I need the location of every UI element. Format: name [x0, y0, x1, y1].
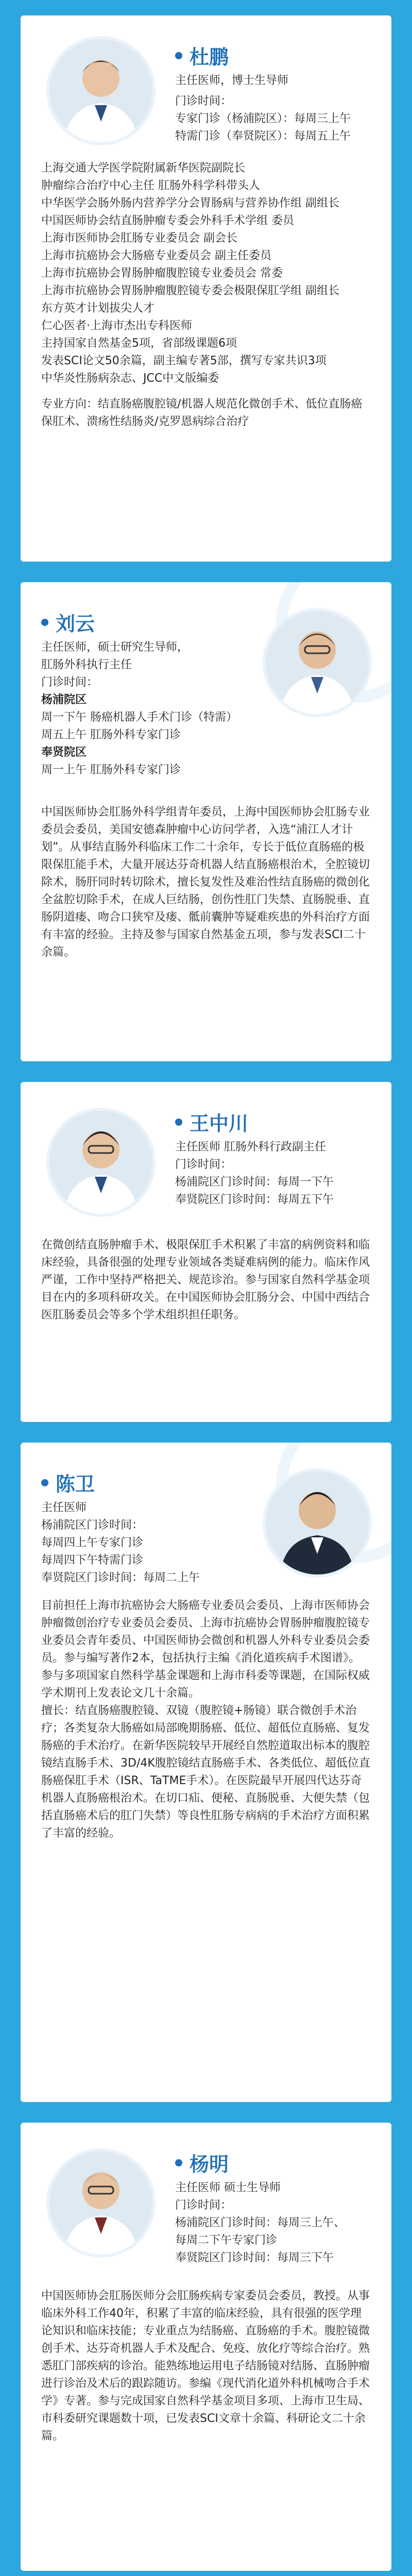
clinic-hours-line: 每周四下午特需门诊	[41, 1554, 144, 1567]
clinic-hours-line: 特需门诊（奉贤院区）：每周五上午	[175, 130, 351, 143]
doctor-title: 主任医师，硕士研究生导师，	[41, 641, 189, 654]
doctor-name: 陈卫	[41, 1468, 95, 1497]
clinic-hours-line: 奉贤院区门诊时间：每周三下午	[175, 2251, 334, 2264]
clinic-hours-label: 门诊时间：	[175, 1158, 232, 1171]
clinic-hours-line: 周五上午 肛肠外科专家门诊	[41, 728, 181, 741]
specialty-line: 专业方向：结直肠癌腹腔镜/机器人规范化微创手术、低位直肠癌保肛术、溃疡性结肠炎/克罗恩病综合治疗	[41, 398, 363, 428]
doctor-info	[41, 639, 258, 779]
bio-line: 上海市抗癌协会胃肠肿瘤腹腔镜专委会极限保肛学组 副组长	[41, 284, 339, 297]
doctor-card	[21, 1082, 391, 1422]
doctor-card	[21, 2123, 391, 2571]
bio-paragraph: 擅长：结直肠癌腹腔镜、双镜（腹腔镜+肠镜）联合微创手术治疗；各类复杂大肠癌如局部晚期肠癌、低位、超低位直肠癌、复发肠癌的手术治疗。在新华医院较早开展经自然腔道取出标本的腹腔镜结直肠手术、3D/4K腹腔镜结直肠癌手术、各类低位、超低位直肠癌保肛手术（ISR、TaTME手术）。在医院最早开展四代达芬奇机器人直肠癌根治术。在切口疝、便秘、直肠脱垂、大便失禁（包括直肠癌术后的肛门失禁）等良性肛肠专病病的手术治疗方面积累了丰富的经验。	[41, 1704, 370, 1840]
doctor-info	[175, 2179, 376, 2267]
bullet-dot-icon	[175, 1118, 182, 1126]
bio-line: 上海市抗癌协会胃肠肿瘤腹腔镜专业委员会 常委	[41, 267, 283, 280]
bio-line: 上海市抗癌协会大肠癌专业委员会 副主任委员	[41, 249, 271, 262]
bio-line: 中国医师协会结直肠肿瘤专委会外科手术学组 委员	[41, 214, 294, 227]
doctor-card	[21, 1443, 391, 2102]
doctor-portrait-icon	[263, 1468, 372, 1578]
clinic-hours-line: 专家门诊（杨浦院区）：每周三上午	[175, 112, 351, 125]
doctor-title: 主任医师 肛肠外科行政副主任	[175, 1141, 326, 1154]
doctor-bio: 中国医师协会肛肠外科学组青年委员，上海中国医师协会肛肠专业委员会委员，美国安德森肿瘤中心访问学者，入选“浦江人才计划”。从事结直肠外科临床工作二十余年，专长于低位直肠癌的极限保肛能手术，大量开展达芬奇机器人结直肠癌根治术，全腔镜切除术，肠肝同时转切除术，擅长复发性及难治性结直肠癌的微创化全盆腔切除手术，在成人巨结肠，创伤性肛门失禁、直肠脱垂、直肠阴道瘘、吻合口狭窄及瘘、骶前囊肿等疑难疾患的外科治疗方面有丰富的经验。主持及参与国家自然基金五项，参与发表SCI二十余篇。	[41, 806, 370, 959]
doctor-portrait-icon	[46, 2148, 156, 2258]
doctor-title: 肛肠外科执行主任	[41, 658, 132, 671]
campus-label: 杨浦院区	[41, 693, 87, 706]
clinic-hours-line: 奉贤院区门诊时间：每周二上午	[41, 1571, 200, 1584]
doctor-info	[41, 1499, 258, 1587]
bio-line: 发表SCI论文50余篇，副主编专著5部，撰写专家共识3项	[41, 354, 327, 367]
clinic-hours-line: 周一上午 肛肠外科专家门诊	[41, 764, 181, 776]
doctor-portrait-icon	[263, 608, 372, 717]
doctor-info	[175, 1139, 376, 1209]
bio-line: 中华医学会肠外肠内营养学分会胃肠病与营养协作组 副组长	[41, 197, 339, 210]
bio-line: 上海交通大学医学院附属新华医院副院长	[41, 162, 246, 175]
doctor-bio	[41, 160, 371, 431]
clinic-hours-label: 门诊时间：	[175, 95, 232, 108]
campus-label: 奉贤院区	[41, 746, 87, 759]
clinic-hours-line: 奉贤院区门诊时间：每周五下午	[175, 1193, 334, 1206]
doctor-name: 王中川	[175, 1108, 248, 1136]
bio-line: 中华炎性肠病杂志、JCC中文版编委	[41, 372, 219, 385]
clinic-hours-label: 门诊时间：	[175, 2199, 232, 2212]
doctor-name: 杨明	[175, 2148, 229, 2177]
doctor-portrait-icon	[46, 1108, 156, 1217]
bullet-dot-icon	[41, 619, 48, 626]
doctor-title: 主任医师，博士生导师	[175, 74, 289, 87]
bullet-dot-icon	[175, 52, 182, 59]
doctor-title: 主任医师 硕士生导师	[175, 2181, 281, 2194]
clinic-hours-line: 杨浦院区门诊时间：每周一下午	[175, 1176, 334, 1189]
doctor-card	[21, 582, 391, 1061]
clinic-hours-line: 每周四上午专家门诊	[41, 1536, 144, 1549]
clinic-hours-line: 杨浦院区门诊时间：每周三上午、	[175, 2216, 346, 2229]
doctor-portrait-icon	[46, 36, 156, 145]
clinic-hours-line: 周一下午 肠癌机器人手术门诊（特需）	[41, 711, 237, 724]
clinic-hours-line: 每周二下午专家门诊	[175, 2234, 278, 2247]
doctor-bio: 在微创结直肠肿瘤手术、极限保肛手术积累了丰富的病例资料和临床经验，具备很强的处理专业领域各类疑难病例的能力。临床作风严谨，工作中坚持严格把关、规范诊治。参与国家自然科学基金项目在内的多项科研攻关。在中国医师协会肛肠分会、中国中西结合医肛肠委员会等多个学术组织担任职务。	[41, 1239, 370, 1321]
clinic-hours-label: 门诊时间：	[41, 676, 98, 689]
bullet-dot-icon	[175, 2159, 182, 2166]
bio-line: 东方英才计划拔尖人才	[41, 302, 155, 315]
bullet-dot-icon	[41, 1479, 48, 1486]
doctor-name: 刘云	[41, 608, 95, 636]
bio-line: 仁心医者·上海市杰出专科医师	[41, 319, 192, 332]
bio-line: 肿瘤综合治疗中心主任 肛肠外科学科带头人	[41, 179, 260, 192]
clinic-hours-label: 杨浦院区门诊时间：	[41, 1519, 144, 1532]
doctor-title: 主任医师	[41, 1501, 87, 1514]
doctor-bio: 中国医师协会肛肠医师分会肛肠疾病专家委员会委员，教授。从事临床外科工作40年，积累了丰富的临床经验，具有很强的医学理论知识和临床技能；专业重点为结肠癌、直肠癌的手术。腹腔镜微创手术、达芬奇机器人手术及配合、免疫、放化疗等综合治疗。熟悉肛门部疾病的诊治。能熟练地运用电子结肠镜对结肠、直肠肿瘤进行诊治及术后的跟踪随访。参编《现代消化道外科机械吻合手术学》专著。参与完成国家自然科学基金项目多项、上海市卫生局、市科委研究课题数十项，已发表SCI文章十余篇、科研论文二十余篇。	[41, 2290, 370, 2443]
bio-paragraph: 目前担任上海市抗癌协会大肠癌专业委员会委员、上海市医师协会肿瘤微创治疗专业委员会委员、上海市抗癌协会胃肠肿瘤腹腔镜专业委员会青年委员、中国医师协会微创和机器人外科专业委员会委员。参与编写著作2本，包括执行主编《消化道疾病手术图谱》。参与多项国家自然科学基金课题和上海市科委等课题，在国际权威学术期刊上发表论文几十余篇。	[41, 1599, 370, 1700]
doctor-bio	[41, 1597, 371, 1842]
bio-line: 主持国家自然基金5项，省部级课题6项	[41, 337, 237, 350]
bio-line: 上海市医师协会肛肠专业委员会 副会长	[41, 232, 237, 245]
doctor-name: 杜鹏	[175, 41, 229, 70]
doctor-card	[21, 15, 391, 562]
